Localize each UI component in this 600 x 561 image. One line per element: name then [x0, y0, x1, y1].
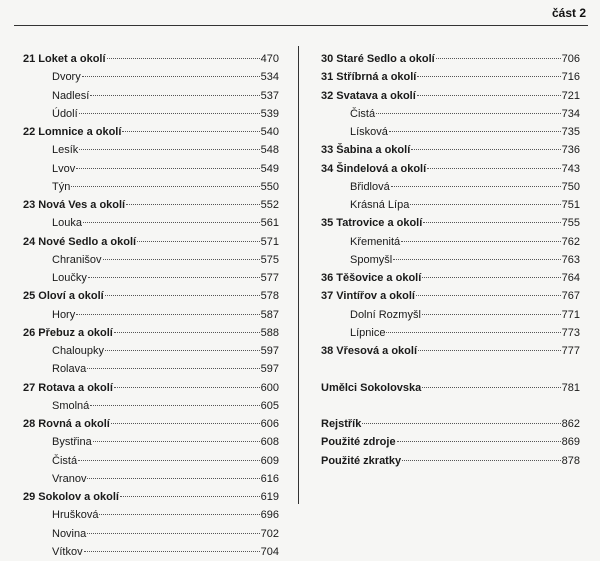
dot-leader	[76, 314, 259, 315]
toc-entry-page: 763	[561, 253, 580, 266]
toc-column-left	[23, 50, 279, 561]
toc-entry-title: Rejstřík	[321, 418, 362, 430]
toc-entry-page: 702	[260, 527, 279, 540]
dot-leader	[87, 368, 259, 369]
toc-entry-page: 751	[561, 199, 580, 211]
toc-chapter-entry[interactable]	[321, 452, 580, 470]
toc-entry-title: Umělci Sokolovska	[321, 381, 422, 394]
toc-chapter-entry[interactable]	[321, 160, 580, 178]
toc-entry-page: 743	[561, 162, 580, 175]
dot-leader	[90, 405, 259, 406]
toc-chapter-entry[interactable]	[321, 379, 580, 397]
toc-subentry[interactable]	[23, 269, 279, 287]
toc-column-right	[321, 50, 580, 470]
toc-subentry[interactable]	[321, 105, 580, 123]
toc-entry-title: 25 Oloví a okolí	[23, 290, 104, 303]
toc-entry-page: 470	[260, 53, 279, 65]
toc-entry-page: 609	[260, 454, 279, 467]
toc-entry-title: Vranov	[52, 472, 87, 485]
toc-chapter-entry[interactable]	[321, 214, 580, 232]
toc-entry-page: 736	[561, 144, 580, 157]
toc-entry-page: 734	[561, 107, 580, 120]
toc-entry-page: 862	[561, 418, 580, 430]
toc-entry-page: 539	[260, 107, 279, 120]
toc-entry-title: Údolí	[52, 107, 78, 120]
toc-subentry[interactable]	[23, 452, 279, 470]
toc-chapter-entry[interactable]	[321, 50, 580, 68]
toc-entry-page: 608	[260, 436, 279, 449]
toc-entry-title: Čistá	[350, 107, 376, 120]
dot-leader	[418, 350, 561, 351]
toc-entry-title: 30 Staré Sedlo a okolí	[321, 53, 435, 65]
toc-spacer	[321, 360, 580, 378]
toc-entry-page: 764	[561, 272, 580, 284]
toc-entry-page: 696	[260, 509, 279, 522]
toc-entry-title: Břidlová	[350, 180, 390, 193]
dot-leader	[422, 314, 561, 315]
toc-subentry[interactable]	[23, 141, 279, 159]
toc-entry-page: 534	[260, 71, 279, 84]
dot-leader	[93, 441, 260, 442]
toc-chapter-entry[interactable]	[321, 433, 580, 451]
toc-entry-title: 34 Šindelová a okolí	[321, 162, 427, 175]
dot-leader	[105, 295, 260, 296]
dot-leader	[79, 149, 259, 150]
toc-chapter-entry[interactable]	[321, 342, 580, 360]
toc-entry-title: Krásná Lípa	[350, 199, 410, 211]
dot-leader	[389, 131, 561, 132]
toc-entry-title: 24 Nové Sedlo a okolí	[23, 235, 137, 248]
toc-entry-page: 550	[260, 180, 279, 193]
dot-leader	[362, 423, 560, 424]
dot-leader	[88, 277, 260, 278]
toc-entry-page: 578	[260, 290, 279, 303]
toc-entry-title: Vítkov	[52, 545, 83, 558]
toc-entry-title: 36 Těšovice a okolí	[321, 272, 422, 284]
dot-leader	[99, 514, 259, 515]
dot-leader	[114, 387, 260, 388]
toc-entry-title: Hrušková	[52, 509, 99, 522]
toc-entry-title: 23 Nová Ves a okolí	[23, 199, 126, 211]
dot-leader	[83, 222, 260, 223]
toc-entry-title: 32 Svatava a okolí	[321, 89, 416, 102]
toc-entry-page: 548	[260, 144, 279, 157]
toc-chapter-entry[interactable]	[23, 233, 279, 251]
toc-chapter-entry[interactable]	[321, 415, 580, 433]
dot-leader	[410, 204, 560, 205]
toc-entry-title: Dvory	[52, 71, 81, 84]
toc-entry-title: Novina	[52, 527, 87, 540]
toc-entry-page: 771	[561, 308, 580, 321]
dot-leader	[436, 58, 561, 59]
toc-chapter-entry[interactable]	[321, 269, 580, 287]
toc-subentry[interactable]	[321, 251, 580, 269]
toc-entry-title: Nadlesí	[52, 89, 90, 102]
dot-leader	[82, 76, 260, 77]
toc-subentry[interactable]	[321, 178, 580, 196]
dot-leader	[126, 204, 260, 205]
dot-leader	[376, 113, 561, 114]
toc-entry-title: 35 Tatrovice a okolí	[321, 217, 423, 230]
toc-chapter-entry[interactable]	[23, 50, 279, 68]
toc-entry-title: Chaloupky	[52, 345, 104, 357]
header-rule	[14, 25, 588, 26]
dot-leader	[401, 241, 561, 242]
toc-entry-page: 540	[260, 126, 279, 138]
toc-entry-title: Chranišov	[52, 253, 102, 266]
dot-leader	[416, 295, 561, 296]
toc-entry-page: 552	[260, 199, 279, 211]
toc-subentry[interactable]	[23, 543, 279, 561]
toc-subentry[interactable]	[23, 178, 279, 196]
dot-leader	[417, 76, 560, 77]
toc-chapter-entry[interactable]	[23, 488, 279, 506]
toc-entry-page: 869	[561, 436, 580, 449]
toc-subentry[interactable]	[23, 160, 279, 178]
toc-entry-page: 762	[561, 235, 580, 248]
toc-entry-title: Lípnice	[350, 326, 386, 339]
toc-subentry[interactable]	[321, 196, 580, 214]
toc-subentry[interactable]	[23, 68, 279, 86]
toc-entry-page: 755	[561, 217, 580, 230]
toc-subentry[interactable]	[23, 397, 279, 415]
dot-leader	[397, 441, 561, 442]
toc-entry-title: Louka	[52, 217, 82, 230]
toc-entry-title: Hory	[52, 308, 76, 321]
toc-entry-page: 750	[561, 180, 580, 193]
toc-entry-title: 37 Vintířov a okolí	[321, 290, 415, 303]
toc-entry-title: 26 Přebuz a okolí	[23, 326, 113, 339]
toc-entry-page: 600	[260, 381, 279, 394]
toc-entry-page: 781	[561, 381, 580, 394]
dot-leader	[107, 58, 260, 59]
toc-entry-title: 21 Loket a okolí	[23, 53, 106, 65]
dot-leader	[90, 95, 259, 96]
toc-chapter-entry[interactable]	[23, 123, 279, 141]
dot-leader	[422, 277, 560, 278]
toc-entry-page: 588	[260, 326, 279, 339]
toc-entry-page: 777	[561, 345, 580, 357]
dot-leader	[87, 533, 259, 534]
toc-entry-page: 716	[561, 71, 580, 84]
toc-entry-title: Smolná	[52, 399, 90, 412]
toc-entry-page: 597	[260, 363, 279, 376]
toc-entry-page: 773	[561, 326, 580, 339]
toc-entry-page: 606	[260, 418, 279, 430]
toc-entry-title: Bystřina	[52, 436, 92, 449]
toc-chapter-entry[interactable]	[321, 68, 580, 86]
toc-subentry[interactable]	[23, 306, 279, 324]
toc-entry-title: 22 Lomnice a okolí	[23, 126, 122, 138]
toc-chapter-entry[interactable]	[321, 87, 580, 105]
toc-subentry[interactable]	[23, 433, 279, 451]
toc-entry-page: 597	[260, 345, 279, 357]
toc-entry-page: 575	[260, 253, 279, 266]
toc-entry-title: 28 Rovná a okolí	[23, 418, 110, 430]
toc-entry-page: 537	[260, 89, 279, 102]
toc-entry-title: 27 Rotava a okolí	[23, 381, 113, 394]
dot-leader	[122, 131, 259, 132]
dot-leader	[114, 332, 260, 333]
dot-leader	[79, 113, 260, 114]
dot-leader	[391, 186, 561, 187]
toc-subentry[interactable]	[23, 251, 279, 269]
dot-leader	[402, 460, 561, 461]
toc-entry-page: 721	[561, 89, 580, 102]
toc-chapter-entry[interactable]	[23, 324, 279, 342]
toc-chapter-entry[interactable]	[321, 287, 580, 305]
toc-subentry[interactable]	[23, 214, 279, 232]
toc-entry-title: Lvov	[52, 162, 76, 175]
toc-subentry[interactable]	[321, 324, 580, 342]
dot-leader	[137, 241, 260, 242]
toc-chapter-entry[interactable]	[23, 287, 279, 305]
toc-entry-title: Lísková	[350, 126, 388, 138]
toc-subentry[interactable]	[321, 233, 580, 251]
toc-entry-title: 29 Sokolov a okolí	[23, 491, 119, 503]
toc-subentry[interactable]	[321, 306, 580, 324]
toc-entry-page: 706	[561, 53, 580, 65]
dot-leader	[411, 149, 560, 150]
toc-entry-title: Spomyšl	[350, 253, 393, 266]
dot-leader	[427, 168, 560, 169]
toc-entry-page: 616	[260, 472, 279, 485]
toc-entry-title: Týn	[52, 180, 71, 193]
dot-leader	[76, 168, 259, 169]
toc-entry-page: 577	[260, 272, 279, 284]
toc-entry-title: Lesík	[52, 144, 79, 157]
toc-entry-title: Rolava	[52, 363, 87, 376]
dot-leader	[417, 95, 561, 96]
toc-entry-title: Křemenitá	[350, 235, 401, 248]
toc-entry-page: 878	[561, 454, 580, 467]
dot-leader	[87, 478, 259, 479]
dot-leader	[105, 350, 260, 351]
toc-entry-title: Dolní Rozmyšl	[350, 308, 421, 321]
toc-subentry[interactable]	[23, 470, 279, 488]
toc-subentry[interactable]	[23, 525, 279, 543]
toc-subentry[interactable]	[23, 105, 279, 123]
column-divider	[298, 46, 299, 504]
toc-entry-title: Použité zdroje	[321, 436, 396, 449]
toc-entry-page: 571	[260, 235, 279, 248]
toc-chapter-entry[interactable]	[321, 141, 580, 159]
dot-leader	[393, 259, 560, 260]
dot-leader	[111, 423, 260, 424]
toc-subentry[interactable]	[23, 342, 279, 360]
toc-chapter-entry[interactable]	[23, 196, 279, 214]
toc-entry-page: 605	[260, 399, 279, 412]
toc-entry-page: 587	[260, 308, 279, 321]
toc-subentry[interactable]	[321, 123, 580, 141]
toc-entry-title: 33 Šabina a okolí	[321, 144, 411, 157]
toc-entry-title: 38 Vřesová a okolí	[321, 345, 417, 357]
dot-leader	[422, 387, 560, 388]
toc-entry-page: 735	[561, 126, 580, 138]
dot-leader	[423, 222, 560, 223]
toc-entry-page: 767	[561, 290, 580, 303]
toc-entry-title: Čistá	[52, 454, 78, 467]
toc-subentry[interactable]	[23, 87, 279, 105]
dot-leader	[78, 460, 260, 461]
dot-leader	[84, 551, 260, 552]
toc-subentry[interactable]	[23, 506, 279, 524]
dot-leader	[120, 496, 260, 497]
toc-entry-title: 31 Stříbrná a okolí	[321, 71, 417, 84]
dot-leader	[386, 332, 560, 333]
toc-chapter-entry[interactable]	[23, 379, 279, 397]
toc-entry-page: 704	[260, 545, 279, 558]
toc-entry-page: 549	[260, 162, 279, 175]
toc-spacer	[321, 397, 580, 415]
toc-chapter-entry[interactable]	[23, 415, 279, 433]
toc-entry-page: 561	[260, 217, 279, 230]
toc-entry-title: Loučky	[52, 272, 87, 284]
dot-leader	[103, 259, 260, 260]
toc-subentry[interactable]	[23, 360, 279, 378]
dot-leader	[71, 186, 259, 187]
toc-entry-page: 619	[260, 491, 279, 503]
part-label: část 2	[551, 6, 586, 20]
toc-entry-title: Použité zkratky	[321, 454, 402, 467]
